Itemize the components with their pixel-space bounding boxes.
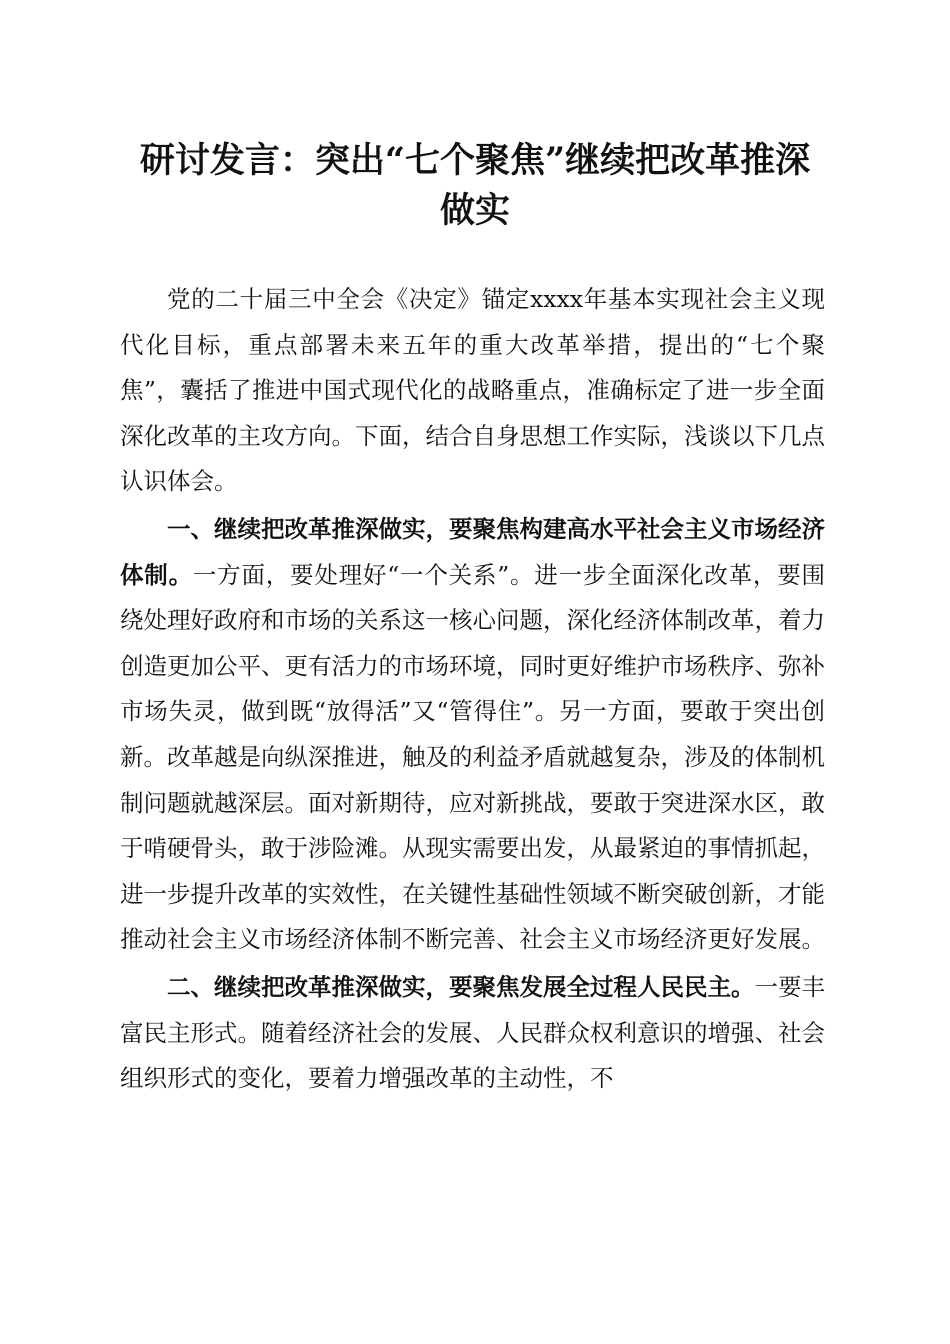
paragraph-text: 党的二十届三中全会《决定》锚定xxxx年基本实现社会主义现代化目标，重点部署未来五年的重大改革举措，提出的“七个聚焦”，囊括了推进中国式现代化的战略重点，准确标定了进一步全面深化改革的主攻方向。下面，结合自身思想工作实际，浅谈以下几点认识体会。 — [120, 285, 825, 496]
paragraph-intro — [120, 277, 825, 505]
document-body — [120, 277, 825, 1102]
paragraph-text: 一要丰富民主形式。随着经济社会的发展、人民群众权利意识的增强、社会组织形式的变化，要着力增强改革的主动性，不 — [120, 972, 825, 1093]
section-heading-1: 一、继续把改革推深做实，要聚焦构建高水平社会主义市场经济体制。 — [120, 514, 825, 589]
title-line-1: 研讨发言：突出“七个聚焦”继续把改革推深 — [139, 140, 811, 181]
document-title — [100, 136, 850, 236]
section-heading-2: 二、继续把改革推深做实，要聚焦发展全过程人民民主。 — [167, 972, 755, 1001]
paragraph-section-2 — [120, 965, 825, 1102]
paragraph-section-1 — [120, 507, 825, 963]
title-line-2: 做实 — [439, 190, 510, 231]
paragraph-text: 一方面，要处理好“一个关系”。进一步全面深化改革，要围绕处理好政府和市场的关系这一核心问题，深化经济体制改革，着力创造更加公平、更有活力的市场环境，同时更好维护市场秩序、弥补市场失灵，做到既“放得活”又“管得住”。另一方面，要敢于突出创新。改革越是向纵深推进，触及的利益矛盾就越复杂，涉及的体制机制问题就越深层。面对新期待，应对新挑战，要敢于突进深水区，敢于啃硬骨头，敢于涉险滩。从现实需要出发，从最紧迫的事情抓起，进一步提升改革的实效性，在关键性基础性领域不断突破创新，才能推动社会主义市场经济体制不断完善、社会主义市场经济更好发展。 — [120, 560, 826, 954]
